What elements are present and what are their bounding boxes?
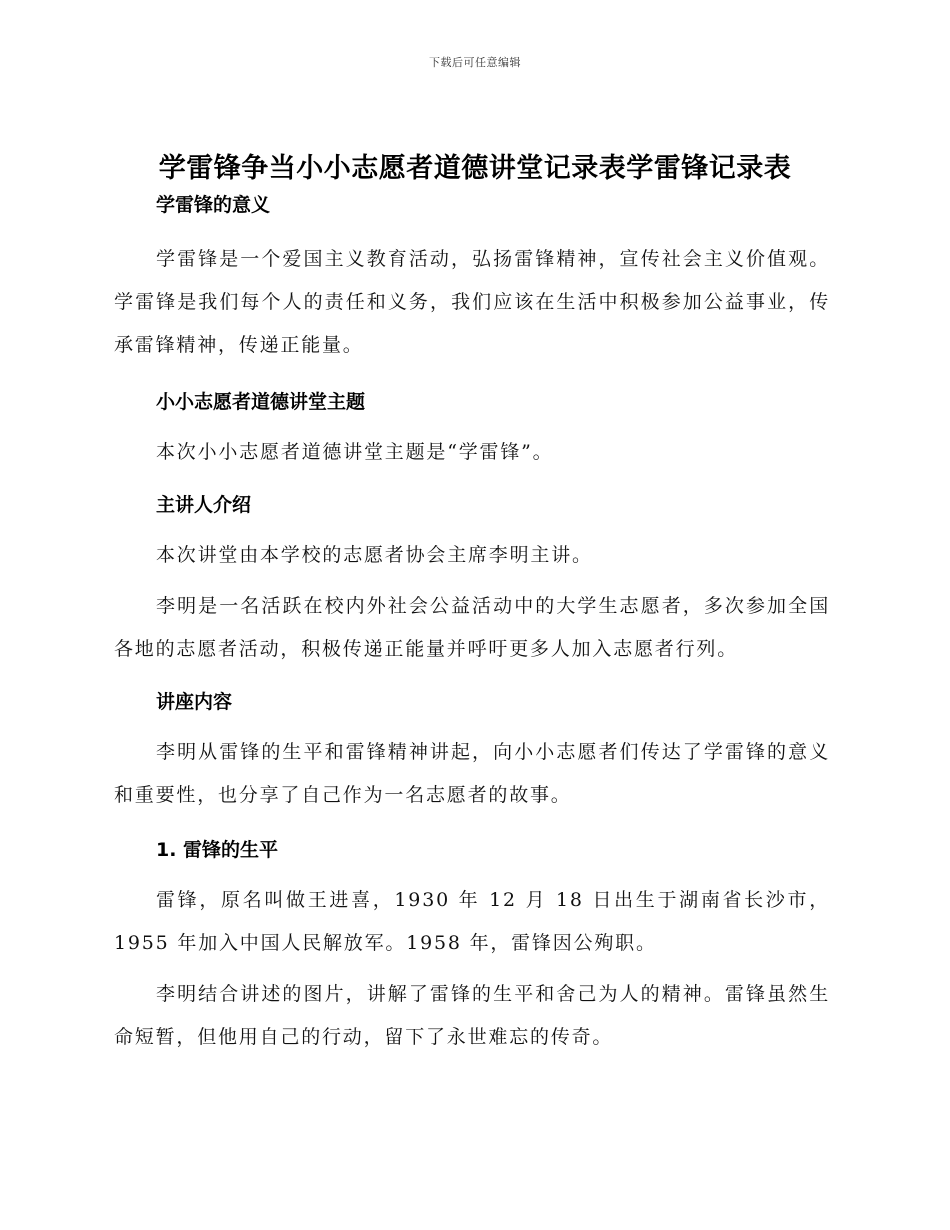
paragraph-lecture: 李明从雷锋的生平和雷锋精神讲起，向小小志愿者们传达了学雷锋的意义和重要性，也分享了自己作为一名志愿者的故事。 (114, 741, 830, 806)
document-title: 学雷锋争当小小志愿者道德讲堂记录表学雷锋记录表 (158, 153, 792, 184)
running-header: 下载后可任意编辑 (429, 56, 521, 69)
section-heading-lecture: 讲座内容 (156, 691, 233, 713)
section-heading-speaker: 主讲人介绍 (156, 494, 252, 516)
paragraph-life-facts: 雷锋，原名叫做王进喜，1930 年 12 月 18 日出生于湖南省长沙市，1955 年加入中国人民解放军。1958 年，雷锋因公殉职。 (114, 889, 830, 954)
paragraph-speaker-bio: 李明是一名活跃在校内外社会公益活动中的大学生志愿者，多次参加全国各地的志愿者活动，积极传递正能量并呼吁更多人加入志愿者行列。 (114, 595, 830, 660)
paragraph-speaker-intro: 本次讲堂由本学校的志愿者协会主席李明主讲。 (156, 544, 593, 566)
section-heading-life: 1. 雷锋的生平 (156, 839, 279, 861)
section-heading-theme: 小小志愿者道德讲堂主题 (156, 391, 366, 413)
paragraph-significance: 学雷锋是一个爱国主义教育活动，弘扬雷锋精神，宣传社会主义价值观。学雷锋是我们每个人的责任和义务，我们应该在生活中积极参加公益事业，传承雷锋精神，传递正能量。 (114, 248, 830, 356)
paragraph-theme: 本次小小志愿者道德讲堂主题是“学雷锋”。 (156, 441, 554, 463)
paragraph-life-spirit: 李明结合讲述的图片，讲解了雷锋的生平和舍己为人的精神。雷锋虽然生命短暂，但他用自己的行动，留下了永世难忘的传奇。 (114, 983, 830, 1048)
document-body (114, 188, 830, 1059)
section-heading-significance: 学雷锋的意义 (156, 194, 271, 216)
